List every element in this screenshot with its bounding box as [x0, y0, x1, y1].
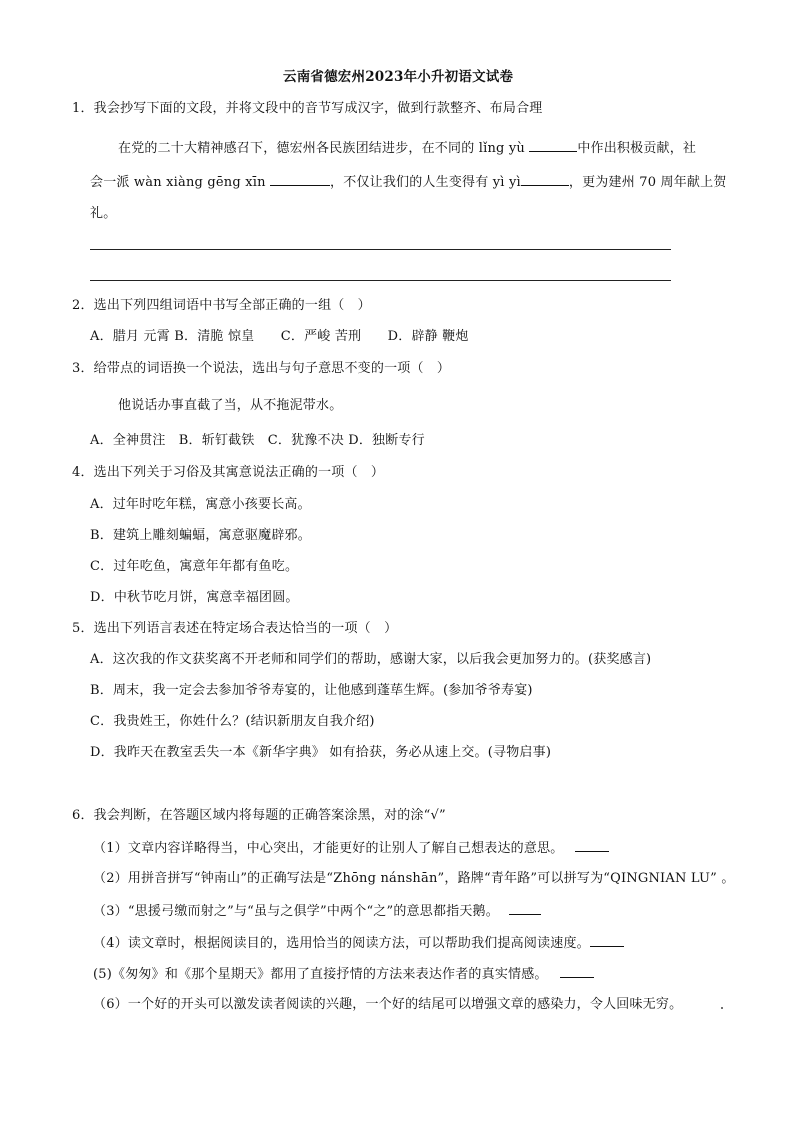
question-3-options[interactable]: A．全神贯注 B．斩钉截铁 C．犹豫不决 D．独断专行: [90, 433, 425, 448]
question-4-option-c[interactable]: C．过年吃鱼，寓意年年都有鱼吃。: [90, 559, 299, 574]
question-4-stem: 4．选出下列关于习俗及其寓意说法正确的一项（ ）: [72, 465, 385, 480]
question-5-stem: 5．选出下列语言表述在特定场合表达恰当的一项（ ）: [72, 621, 398, 636]
stray-mark: [721, 1007, 723, 1009]
question-1-passage-line-3: 礼。: [90, 206, 117, 221]
question-5-option-b[interactable]: B．周末，我一定会去参加爷爷寿宴的，让他感到蓬荜生辉。(参加爷爷寿宴): [90, 683, 533, 698]
passage-text: 中作出积极贡献，社: [577, 141, 697, 156]
answer-blank[interactable]: [590, 934, 624, 947]
passage-text: ，更为建州 70 周年献上贺: [568, 175, 727, 190]
passage-text: 在党的二十大精神感召下，德宏州各民族团结进步，在不同的 lǐng yù: [118, 141, 530, 156]
question-1-stem: 1．我会抄写下面的文段，并将文段中的音节写成汉字，做到行款整齐、布局合理: [72, 101, 543, 116]
question-1-passage-line-2: [90, 173, 727, 191]
question-6-item-3: [93, 902, 541, 920]
question-4-option-d[interactable]: D．中秋节吃月饼，寓意幸福团圆。: [90, 590, 299, 605]
question-2-options[interactable]: A．腊月 元霄 B．清脆 惊皇 C．严峻 苦刑 D．辟静 鞭炮: [90, 329, 469, 344]
question-4-option-a[interactable]: A．过年时吃年糕，寓意小孩要长高。: [90, 497, 311, 512]
question-6-item-2: （2）用拼音拼写“钟南山”的正确写法是“Zhōng nánshān”，路牌“青年路”可以拼写为“QINGNIAN LU” 。: [93, 871, 735, 886]
question-5-option-d[interactable]: D．我昨天在教室丢失一本《新华字典》 如有拾获，务必从速上交。(寻物启事): [90, 745, 552, 760]
writing-line-2[interactable]: [90, 280, 671, 281]
question-6-item-4: [93, 934, 624, 952]
question-6-item-1: [93, 839, 609, 857]
question-3-sentence: 他说话办事直截了当，从不拖泥带水。: [118, 398, 343, 413]
question-4-option-b[interactable]: B．建筑上雕刻蝙蝠，寓意驱魔辟邪。: [90, 528, 311, 543]
answer-blank[interactable]: [509, 902, 541, 915]
judgement-text: （1）文章内容详略得当，中心突出，才能更好的让别人了解自己想表达的意思。: [93, 841, 564, 856]
passage-text: ，不仅让我们的人生变得有 yì yì: [330, 175, 521, 190]
answer-blank[interactable]: [560, 965, 594, 978]
passage-text: 会一派 wàn xiàng gēng xīn: [90, 175, 271, 190]
judgement-text: （4）读文章时，根据阅读目的，选用恰当的阅读方法，可以帮助我们提高阅读速度。: [93, 936, 590, 951]
writing-line-1[interactable]: [90, 249, 671, 250]
question-6-stem: 6．我会判断，在答题区域内将每题的正确答案涂黑，对的涂“√”: [72, 808, 446, 823]
question-3-stem: 3．给带点的词语换一个说法，选出与句子意思不变的一项（ ）: [72, 361, 451, 376]
question-5-option-a[interactable]: A．这次我的作文获奖离不开老师和同学们的帮助，感谢大家，以后我会更加努力的。(获奖感言): [90, 652, 652, 667]
answer-blank[interactable]: [270, 173, 330, 186]
judgement-text: (5)《匆匆》和《那个星期天》都用了直接抒情的方法来表达作者的真实情感。: [93, 967, 548, 982]
page-title: 云南省德宏州2023年小升初语文试卷: [283, 69, 514, 85]
question-6-item-6: （6）一个好的开头可以激发读者阅读的兴趣，一个好的结尾可以增强文章的感染力，令人回味无穷。: [93, 997, 683, 1012]
question-2-stem: 2．选出下列四组词语中书写全部正确的一组（ ）: [72, 298, 371, 313]
answer-blank[interactable]: [521, 173, 569, 186]
answer-blank[interactable]: [529, 139, 577, 152]
question-6-item-5: [93, 965, 594, 983]
judgement-text: （3）“思援弓缴而射之”与“虽与之俱学”中两个“之”的意思都指天鹅。: [93, 904, 499, 919]
question-1-passage-line-1: [118, 139, 696, 157]
answer-blank[interactable]: [575, 839, 609, 852]
question-5-option-c[interactable]: C．我贵姓王，你姓什么？(结识新朋友自我介绍): [90, 714, 375, 729]
